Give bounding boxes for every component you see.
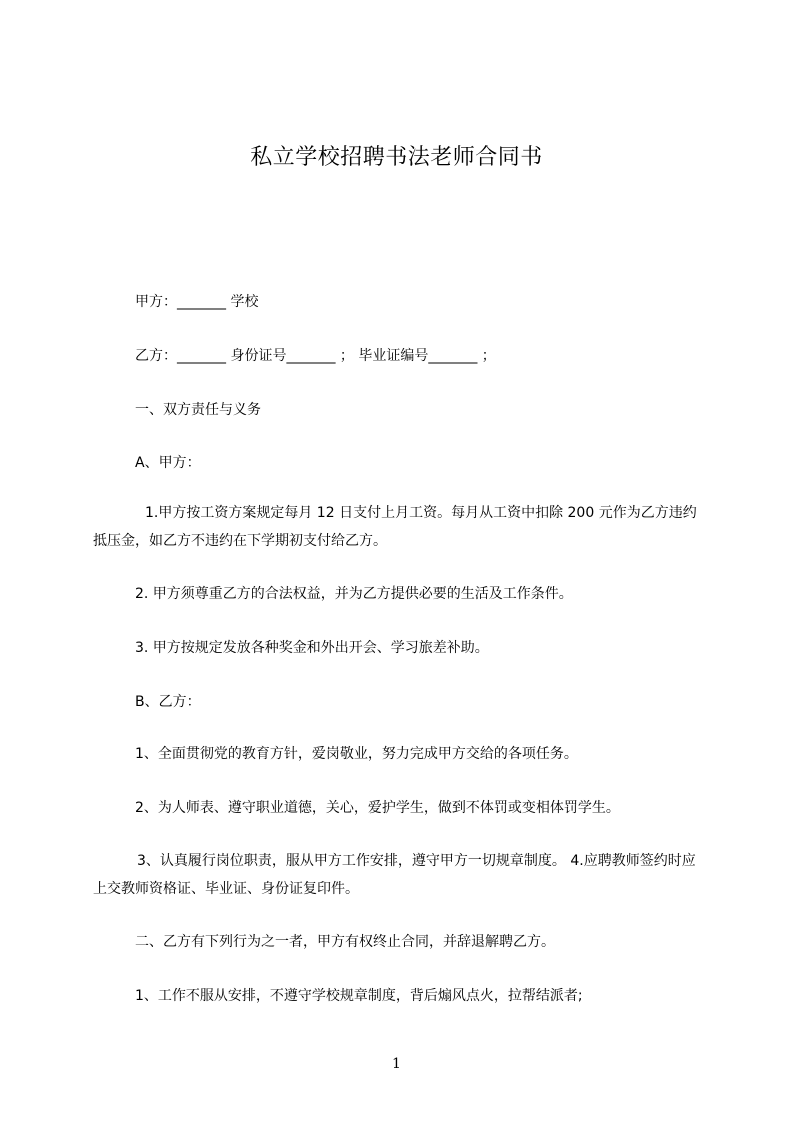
- party-b-line: 乙方：_______ 身份证号_______ ； 毕业证编号_______ ；: [135, 348, 496, 364]
- section-1-heading: 一、双方责任与义务: [135, 402, 261, 418]
- section-2-item-1: 1、工作不服从安排，不遵守学校规章制度，背后煽风点火，拉帮结派者;: [135, 988, 583, 1004]
- b-item-1: 1、全面贯彻党的教育方针，爱岗敬业，努力完成甲方交给的各项任务。: [135, 746, 578, 762]
- b-item-2: 2、为人师表、遵守职业道德，关心，爱护学生，做到不体罚或变相体罚学生。: [135, 800, 620, 816]
- b-item-3: 3、认真履行岗位职责，服从甲方工作安排，遵守甲方一切规章制度。 4.应聘教师签约时应上交教师资格证、毕业证、身份证复印件。: [93, 853, 696, 897]
- a-item-3: 3. 甲方按规定发放各种奖金和外出开会、学习旅差补助。: [135, 640, 489, 656]
- a-item-1: 1.甲方按工资方案规定每月 12 日支付上月工资。每月从工资中扣除 200 元作为乙方违约抵压金，如乙方不违约在下学期初支付给乙方。: [93, 505, 697, 549]
- a-item-2: 2. 甲方须尊重乙方的合法权益，并为乙方提供必要的生活及工作条件。: [135, 586, 573, 602]
- section-1-a-heading: A、甲方：: [135, 455, 201, 471]
- section-1-b-heading: B、乙方：: [135, 694, 201, 710]
- party-a-line: 甲方：_______ 学校: [135, 294, 259, 310]
- page-number: 1: [392, 1056, 401, 1072]
- document-title: 私立学校招聘书法老师合同书: [250, 145, 543, 170]
- section-2-heading: 二、乙方有下列行为之一者，甲方有权终止合同，并辞退解聘乙方。: [135, 934, 555, 950]
